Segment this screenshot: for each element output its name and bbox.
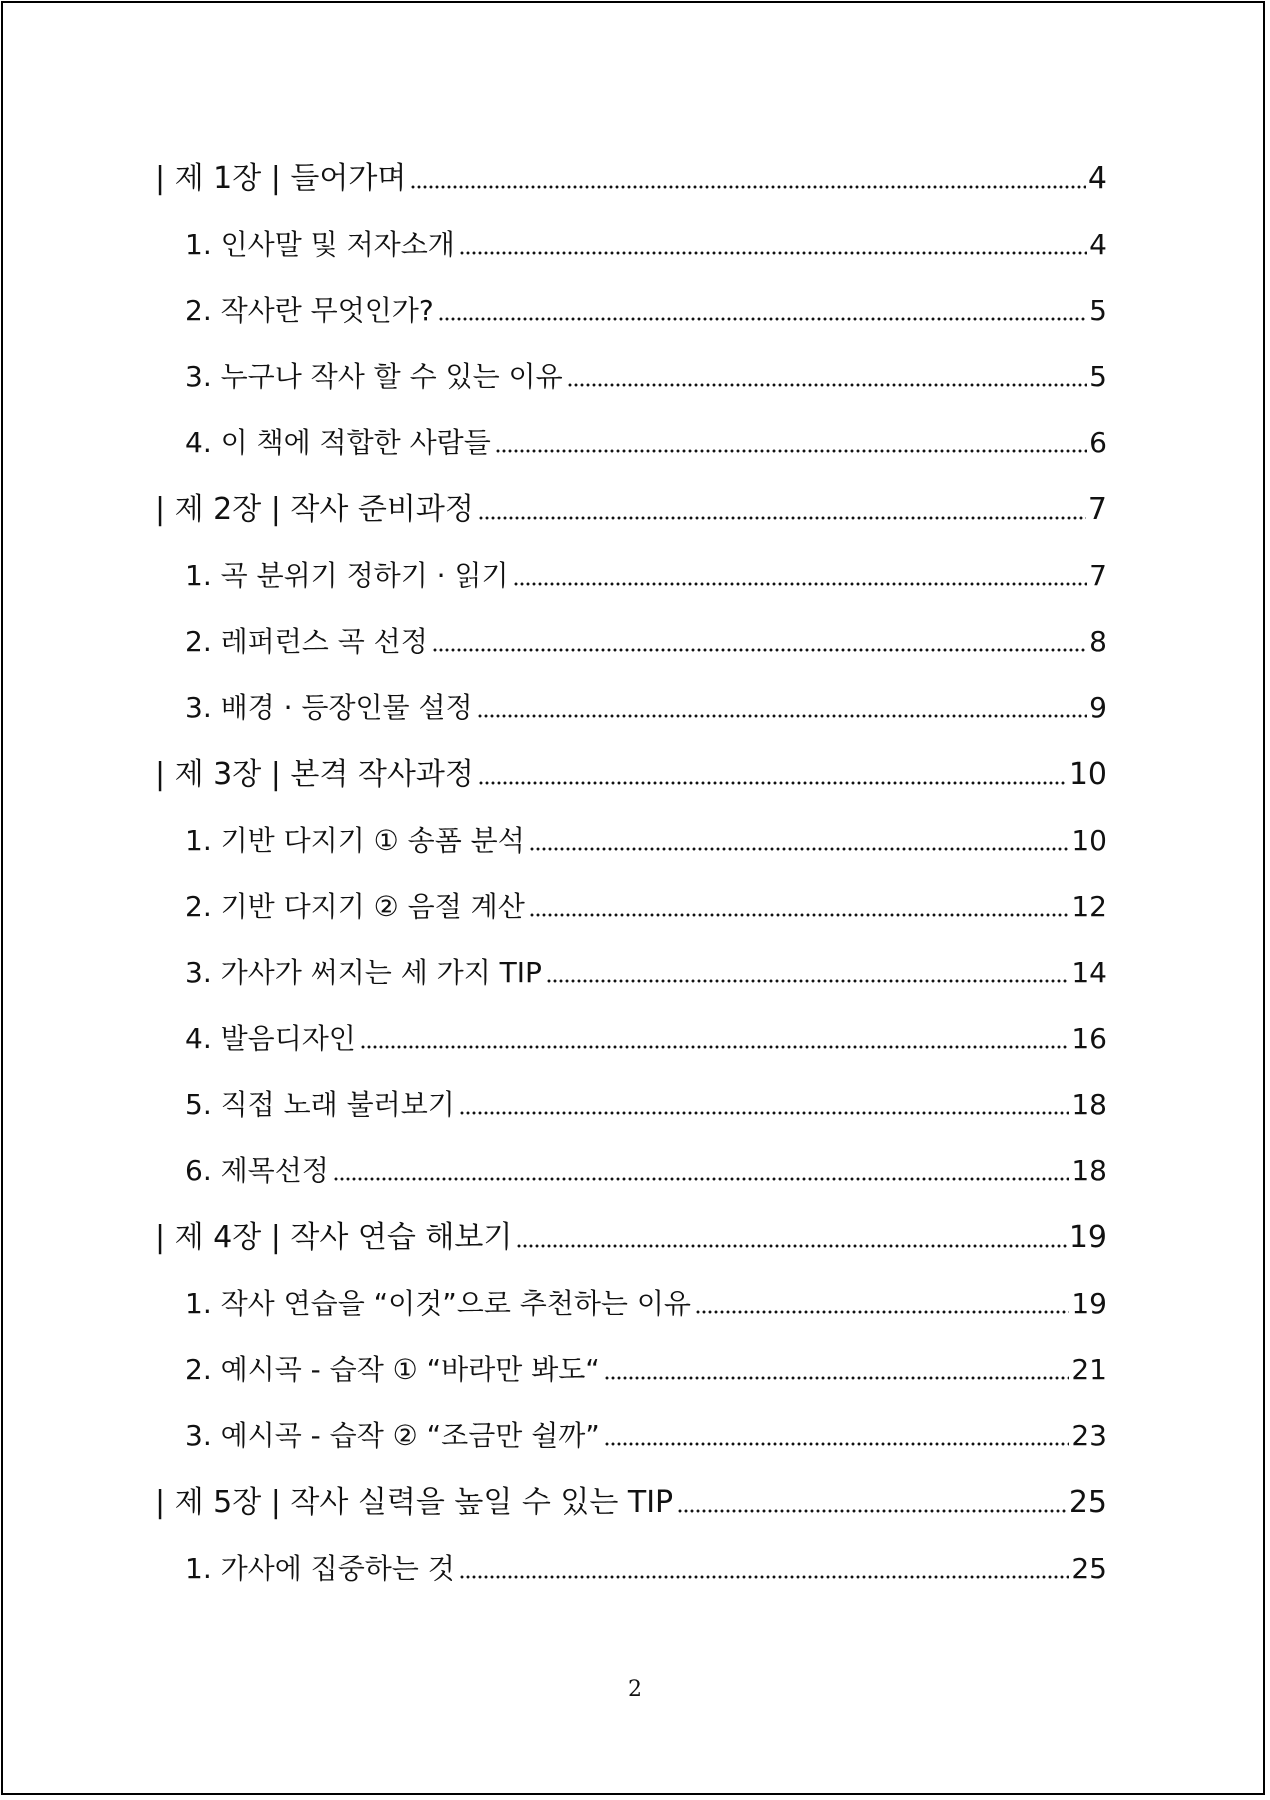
dot-leader — [516, 1244, 1066, 1248]
toc-section-1-4[interactable] — [155, 405, 1107, 471]
toc-entry-page: 8 — [1089, 625, 1107, 659]
toc-entry-page: 19 — [1068, 1220, 1107, 1255]
dot-leader — [459, 1575, 1070, 1579]
dot-leader — [477, 714, 1088, 718]
dot-leader — [604, 1442, 1070, 1446]
toc-section-4-1[interactable] — [155, 1266, 1107, 1332]
toc-chapter-2[interactable] — [155, 471, 1107, 538]
dot-leader — [695, 1310, 1069, 1314]
toc-entry-page: 14 — [1071, 956, 1107, 990]
dot-leader — [459, 1111, 1070, 1115]
toc-entry-title: | 제 2장 | 작사 준비과정 — [155, 492, 474, 527]
toc-entry-page: 25 — [1068, 1485, 1107, 1520]
toc-entry-title: 1. 곡 분위기 정하기 · 읽기 — [185, 559, 509, 593]
toc-section-1-3[interactable] — [155, 339, 1107, 405]
page-number: 2 — [628, 1677, 642, 1702]
toc-chapter-4[interactable] — [155, 1199, 1107, 1266]
toc-entry-title: 2. 예시곡 - 습작 ① “바라만 봐도“ — [185, 1353, 600, 1387]
toc-entry-title: 3. 배경 · 등장인물 설정 — [185, 691, 473, 725]
table-of-contents — [155, 140, 1107, 1597]
dot-leader — [478, 516, 1086, 520]
toc-section-3-3[interactable] — [155, 935, 1107, 1001]
toc-chapter-5[interactable] — [155, 1464, 1107, 1531]
toc-entry-title: | 제 4장 | 작사 연습 해보기 — [155, 1220, 513, 1255]
dot-leader — [529, 847, 1070, 851]
toc-entry-title: | 제 3장 | 본격 작사과정 — [155, 757, 474, 792]
toc-entry-page: 6 — [1089, 426, 1107, 460]
toc-entry-page: 21 — [1071, 1353, 1107, 1387]
toc-entry-title: 4. 이 책에 적합한 사람들 — [185, 426, 491, 460]
toc-entry-page: 12 — [1071, 890, 1107, 924]
toc-chapter-3[interactable] — [155, 736, 1107, 803]
toc-section-3-2[interactable] — [155, 869, 1107, 935]
toc-entry-title: 1. 인사말 및 저자소개 — [185, 228, 455, 262]
toc-entry-title: 2. 기반 다지기 ② 음절 계산 — [185, 890, 525, 924]
toc-entry-title: | 제 5장 | 작사 실력을 높일 수 있는 TIP — [155, 1485, 674, 1520]
toc-entry-page: 18 — [1071, 1154, 1107, 1188]
dot-leader — [410, 185, 1086, 189]
dot-leader — [546, 979, 1069, 983]
toc-entry-page: 18 — [1071, 1088, 1107, 1122]
toc-entry-page: 5 — [1089, 360, 1107, 394]
toc-entry-page: 7 — [1087, 492, 1107, 527]
toc-entry-title: 3. 가사가 써지는 세 가지 TIP — [185, 956, 542, 990]
toc-section-1-2[interactable] — [155, 273, 1107, 339]
toc-entry-page: 7 — [1089, 559, 1107, 593]
toc-entry-page: 23 — [1071, 1419, 1107, 1453]
dot-leader — [495, 449, 1087, 453]
dot-leader — [438, 317, 1087, 321]
toc-section-2-2[interactable] — [155, 604, 1107, 670]
toc-entry-title: 3. 누구나 작사 할 수 있는 이유 — [185, 360, 563, 394]
dot-leader — [459, 251, 1087, 255]
toc-entry-title: 6. 제목선정 — [185, 1154, 329, 1188]
toc-entry-page: 16 — [1071, 1022, 1107, 1056]
toc-entry-title: 2. 작사란 무엇인가? — [185, 294, 434, 328]
dot-leader — [529, 913, 1070, 917]
toc-entry-page: 4 — [1087, 161, 1107, 196]
toc-section-2-3[interactable] — [155, 670, 1107, 736]
toc-entry-title: 5. 직접 노래 불러보기 — [185, 1088, 455, 1122]
toc-section-4-2[interactable] — [155, 1332, 1107, 1398]
toc-entry-title: 1. 작사 연습을 “이것”으로 추천하는 이유 — [185, 1287, 691, 1321]
toc-entry-page: 9 — [1089, 691, 1107, 725]
toc-entry-page: 4 — [1089, 228, 1107, 262]
dot-leader — [513, 582, 1088, 586]
toc-section-3-6[interactable] — [155, 1133, 1107, 1199]
toc-section-4-3[interactable] — [155, 1398, 1107, 1464]
toc-entry-title: 3. 예시곡 - 습작 ② “조금만 쉴까” — [185, 1419, 600, 1453]
toc-entry-page: 19 — [1071, 1287, 1107, 1321]
dot-leader — [478, 781, 1067, 785]
toc-entry-page: 10 — [1071, 824, 1107, 858]
toc-section-3-5[interactable] — [155, 1067, 1107, 1133]
dot-leader — [677, 1509, 1067, 1513]
toc-section-3-1[interactable] — [155, 803, 1107, 869]
toc-entry-title: 1. 기반 다지기 ① 송폼 분석 — [185, 824, 525, 858]
toc-section-3-4[interactable] — [155, 1001, 1107, 1067]
toc-entry-title: | 제 1장 | 들어가며 — [155, 161, 407, 196]
toc-entry-page: 10 — [1068, 757, 1107, 792]
toc-entry-page: 5 — [1089, 294, 1107, 328]
toc-chapter-1[interactable] — [155, 140, 1107, 207]
toc-entry-title: 4. 발음디자인 — [185, 1022, 356, 1056]
toc-section-2-1[interactable] — [155, 538, 1107, 604]
toc-section-1-1[interactable] — [155, 207, 1107, 273]
dot-leader — [360, 1045, 1070, 1049]
toc-entry-title: 1. 가사에 집중하는 것 — [185, 1552, 455, 1586]
toc-entry-page: 25 — [1071, 1552, 1107, 1586]
toc-section-5-1[interactable] — [155, 1531, 1107, 1597]
dot-leader — [604, 1376, 1070, 1380]
dot-leader — [567, 383, 1088, 387]
dot-leader — [333, 1177, 1070, 1181]
toc-entry-title: 2. 레퍼런스 곡 선정 — [185, 625, 428, 659]
dot-leader — [432, 648, 1087, 652]
